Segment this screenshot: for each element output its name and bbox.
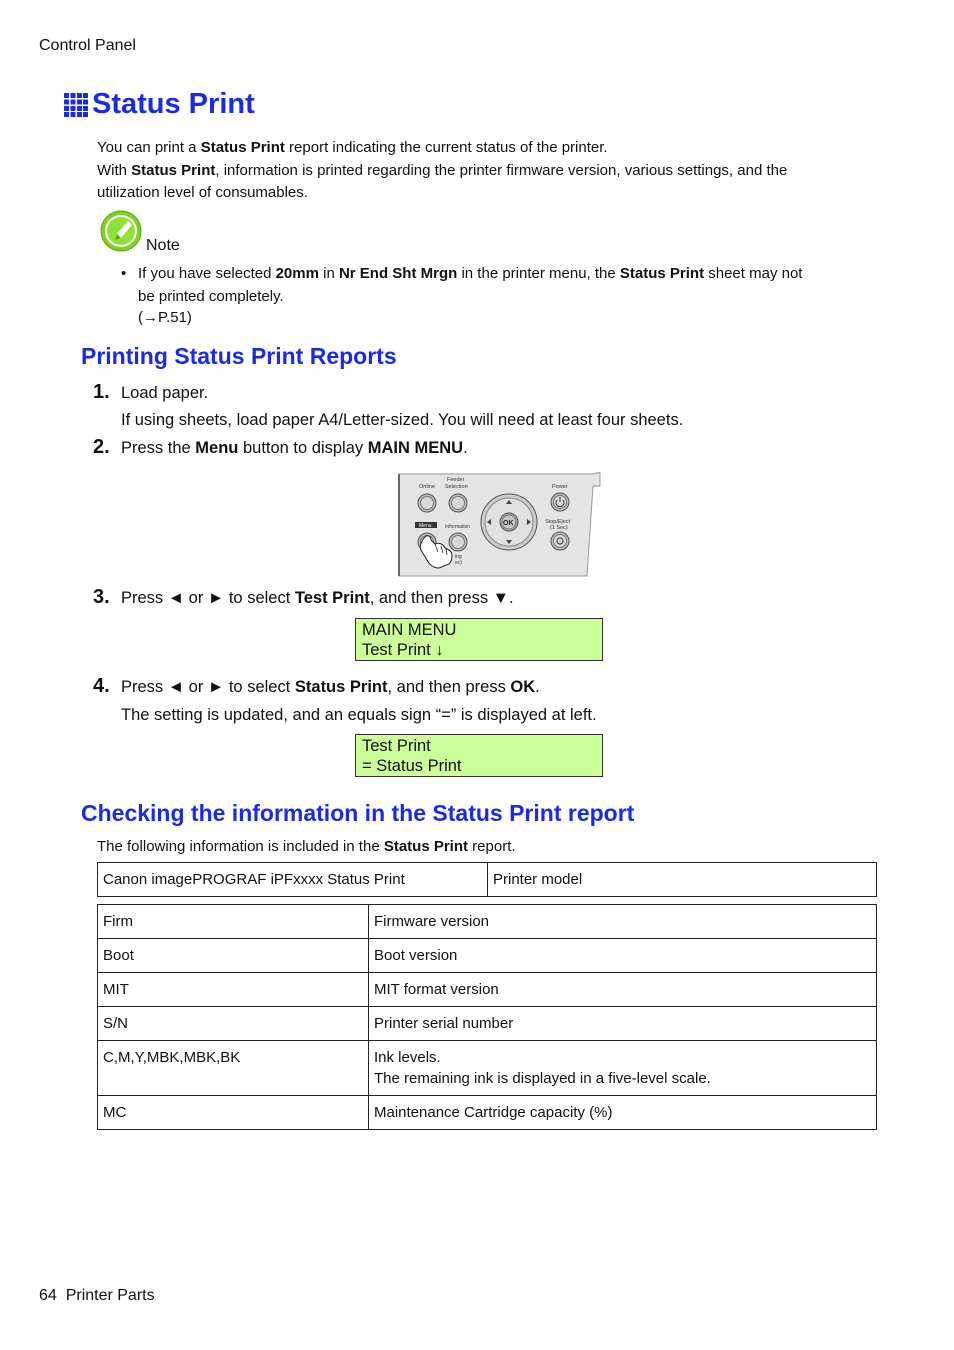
- page-title: [64, 88, 255, 121]
- table-row: MIT MIT format version: [98, 973, 877, 1007]
- panel-label-stop-eject: Stop/Eject: [545, 519, 571, 525]
- grid-icon: [64, 93, 88, 117]
- lcd-display-test-print: Test Print = Status Print: [355, 734, 603, 777]
- panel-label-feeder: Feeder: [447, 477, 465, 483]
- section-heading-printing: Printing Status Print Reports: [81, 343, 397, 369]
- running-header: Control Panel: [39, 37, 136, 54]
- table-row: Firm Firmware version: [98, 905, 877, 939]
- page-number: 64: [39, 1287, 57, 1304]
- panel-label-power: Power: [552, 484, 568, 490]
- step-number: 4.: [93, 675, 110, 697]
- step-text: Press ◄ or ► to select Status Print, and then press OK. The setting is updated, and an equals sign “=” is displayed at left.: [121, 678, 597, 724]
- note-bullet: • If you have selected 20mm in Nr End Sht Mrgn in the printer menu, the Status Print sheet may not be printed completely. (→P.51): [121, 262, 871, 328]
- panel-label-sec: ec): [455, 560, 462, 566]
- intro-paragraph: You can print a Status Print report indicating the current status of the printer. With Status Print, information is printed regarding the printer firmware version, various settings, and the utilization level of consumables.: [97, 139, 788, 201]
- step-text: Press the Menu button to display MAIN MENU.: [121, 439, 468, 457]
- note-label: Note: [146, 237, 180, 254]
- step-number: 3.: [93, 586, 110, 608]
- panel-label-menu: Menu: [419, 523, 432, 529]
- table-row: C,M,Y,MBK,MBK,BK Ink levels. The remaining ink is displayed in a five-level scale.: [98, 1041, 877, 1096]
- step-text: Load paper. If using sheets, load paper A4/Letter-sized. You will need at least four sheets.: [121, 384, 684, 429]
- table-row: S/N Printer serial number: [98, 1007, 877, 1041]
- report-header-table: [97, 862, 877, 897]
- panel-label-selection: Selection: [445, 484, 468, 490]
- step-text: Press ◄ or ► to select Test Print, and then press ▼.: [121, 589, 514, 607]
- panel-label-ing: ing: [455, 554, 462, 560]
- section-heading-checking: Checking the information in the Status Print report: [81, 800, 635, 826]
- control-panel-image: [397, 472, 601, 578]
- step-number: 2.: [93, 436, 110, 458]
- pencil-note-icon: [100, 210, 142, 252]
- panel-label-online: Online: [419, 484, 435, 490]
- lcd-display-main-menu: MAIN MENU Test Print ↓: [355, 618, 603, 661]
- table-row: Boot Boot version: [98, 939, 877, 973]
- step-number: 1.: [93, 381, 110, 403]
- page-title-text: Status Print: [92, 88, 255, 120]
- panel-ok-label: OK: [503, 520, 514, 527]
- page-footer: [39, 1287, 155, 1305]
- footer-label: Printer Parts: [65, 1287, 155, 1304]
- table-row: Canon imagePROGRAF iPFxxxx Status Print Printer model: [98, 863, 877, 897]
- table-row: MC Maintenance Cartridge capacity (%): [98, 1096, 877, 1130]
- panel-label-information: Information: [445, 524, 471, 530]
- section-intro: The following information is included in the Status Print report.: [97, 838, 516, 855]
- page-reference-link[interactable]: (→P.51): [138, 309, 192, 326]
- panel-label-one-sec: (1 Sec): [550, 525, 568, 531]
- report-fields-table: [97, 904, 877, 1130]
